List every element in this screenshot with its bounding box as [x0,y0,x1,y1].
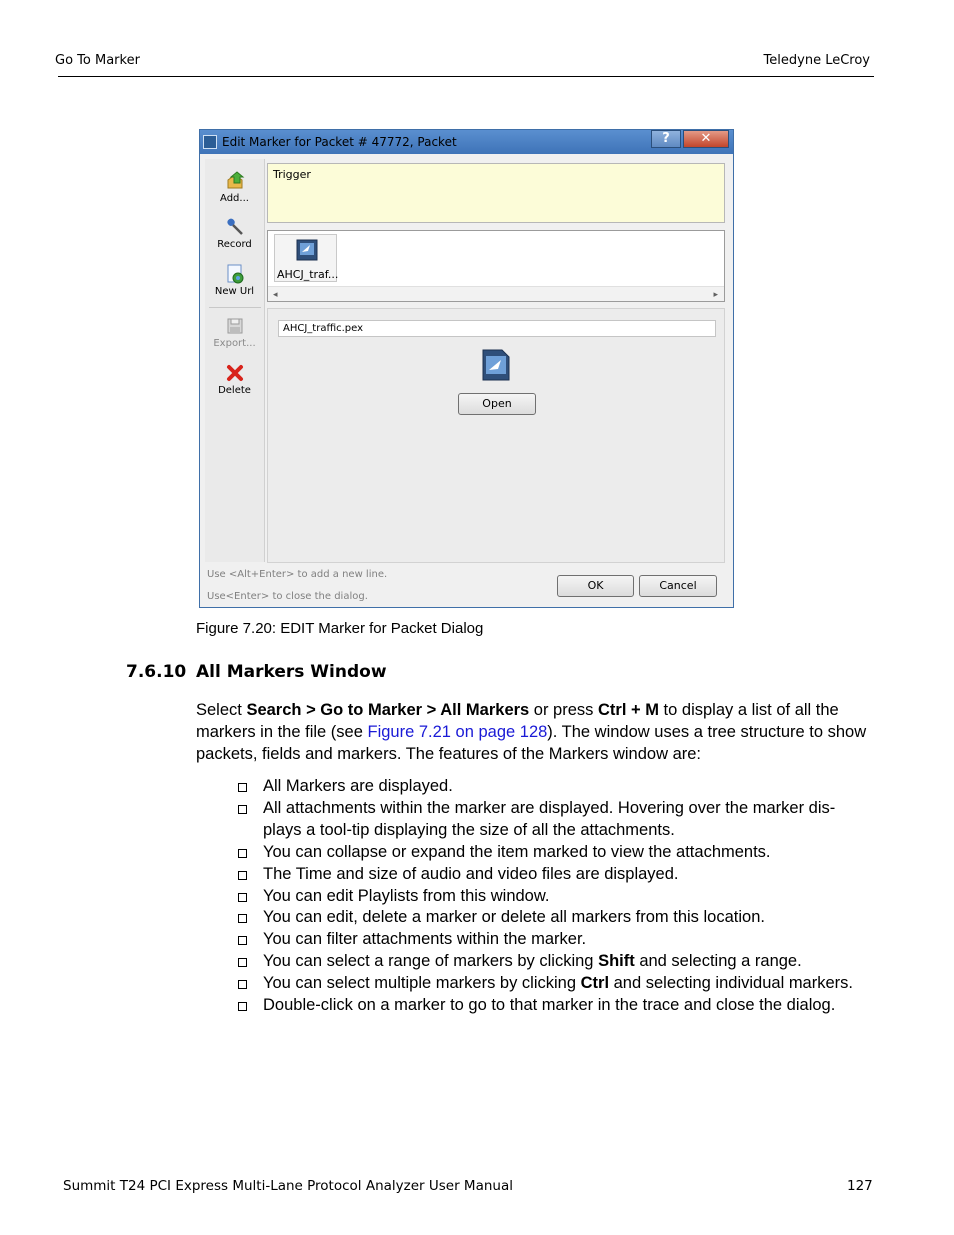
marker-note-input[interactable]: Trigger [267,163,725,223]
hint-close: Use<Enter> to close the dialog. [207,591,368,602]
body-paragraph [196,700,876,765]
bullet-box-icon [238,936,247,945]
help-button[interactable]: ? [651,130,681,148]
list-item [237,907,877,929]
figure-link[interactable]: Figure 7.21 on page 128 [367,722,548,741]
bullet-box-icon [238,849,247,858]
section-title: All Markers Window [196,662,387,682]
edit-marker-dialog [199,129,734,608]
dialog-title: Edit Marker for Packet # 47772, Packet [222,135,457,149]
bullet-box-icon [238,958,247,967]
close-button[interactable]: ✕ [683,130,729,148]
app-icon [203,135,217,149]
bullet-box-icon [238,871,247,880]
toolbar-separator [209,307,261,308]
list-item-text: All Markers are displayed. [263,777,453,795]
list-item-text: and selecting a range. [634,952,802,971]
attachment-item[interactable] [274,234,337,282]
para-text: Select [196,701,247,719]
list-item-text: Double-click on a marker to go to that marker in the trace and close the dialog. [263,996,836,1015]
open-button[interactable]: Open [458,393,536,415]
para-text: or press [529,701,598,719]
feature-list [237,776,877,1017]
header-divider [58,76,874,77]
horizontal-scrollbar[interactable] [268,286,724,301]
add-label: Add... [220,193,249,204]
list-item-text: All attachments within the marker are displayed. Hovering over the marker dis- [263,798,836,817]
page-number: 127 [847,1178,873,1194]
list-item [237,995,877,1017]
scroll-right-icon[interactable]: ▸ [713,289,718,299]
list-item-text: You can edit, delete a marker or delete all markers from this location. [263,908,765,927]
bullet-box-icon [238,1002,247,1011]
scroll-left-icon[interactable]: ◂ [273,289,278,299]
delete-label: Delete [218,385,251,396]
attachments-list [267,230,725,302]
list-item [237,842,877,864]
delete-button[interactable] [205,363,264,396]
bullet-box-icon [238,893,247,902]
add-button[interactable] [205,171,264,204]
list-item [237,886,877,908]
attachment-detail-panel [267,308,725,563]
list-item [237,776,877,798]
trace-file-icon [296,239,318,261]
list-item [237,951,877,973]
list-item-text: and selecting individual markers. [609,974,853,993]
hint-new-line: Use <Alt+Enter> to add a new line. [207,569,388,580]
new-url-icon [225,264,245,284]
export-label: Export... [213,338,256,349]
new-url-label: New Url [214,286,255,297]
figure-caption: Figure 7.20: EDIT Marker for Packet Dialog [196,620,484,637]
attachment-label: AHCJ_traf... [277,268,339,281]
footer-manual-title: Summit T24 PCI Express Multi-Lane Protocol Analyzer User Manual [63,1178,513,1194]
section-number: 7.6.10 [126,662,187,682]
list-item-text: You can edit Playlists from this window. [263,886,550,905]
shortcut: Ctrl + M [598,701,659,719]
add-icon [225,171,245,191]
dialog-title-bar [200,130,733,154]
list-item-text: You can select multiple markers by clicking [263,974,581,993]
list-item-text: The Time and size of audio and video files are displayed. [263,864,679,883]
running-header-right: Teledyne LeCroy [763,53,870,68]
record-label: Record [217,239,252,250]
list-item [237,929,877,951]
bullet-box-icon [238,783,247,792]
export-button[interactable] [205,316,264,349]
key-name: Ctrl [580,974,610,993]
new-url-button[interactable] [205,264,264,297]
bullet-box-icon [238,980,247,989]
list-item [237,864,877,886]
trace-file-icon [482,349,510,381]
save-icon [225,316,245,336]
microphone-icon [225,217,245,237]
record-button[interactable] [205,217,264,250]
list-item [237,798,877,842]
delete-icon [225,363,245,383]
list-item-text: plays a tool-tip displaying the size of all the attachments. [263,820,675,839]
para-text: ). The window uses a tree structure to show packets, fields and markers. The features of the Markers window are: [196,722,867,763]
file-name-field[interactable]: AHCJ_traffic.pex [278,320,716,337]
para-text: to display a list of all the markers in the file (see [196,701,839,741]
list-item-text: You can select a range of markers by clicking [263,952,599,971]
running-header-left: Go To Marker [55,53,140,68]
cancel-button[interactable]: Cancel [639,575,717,597]
menu-path: Search > Go to Marker > All Markers [246,701,530,719]
bullet-box-icon [238,914,247,923]
list-item-text: You can filter attachments within the marker. [263,930,587,949]
list-item-text: You can collapse or expand the item marked to view the attachments. [263,842,771,861]
ok-button[interactable]: OK [557,575,634,597]
bullet-box-icon [238,805,247,814]
marker-toolbar [205,159,265,562]
list-item [237,973,877,995]
key-name: Shift [598,952,635,971]
